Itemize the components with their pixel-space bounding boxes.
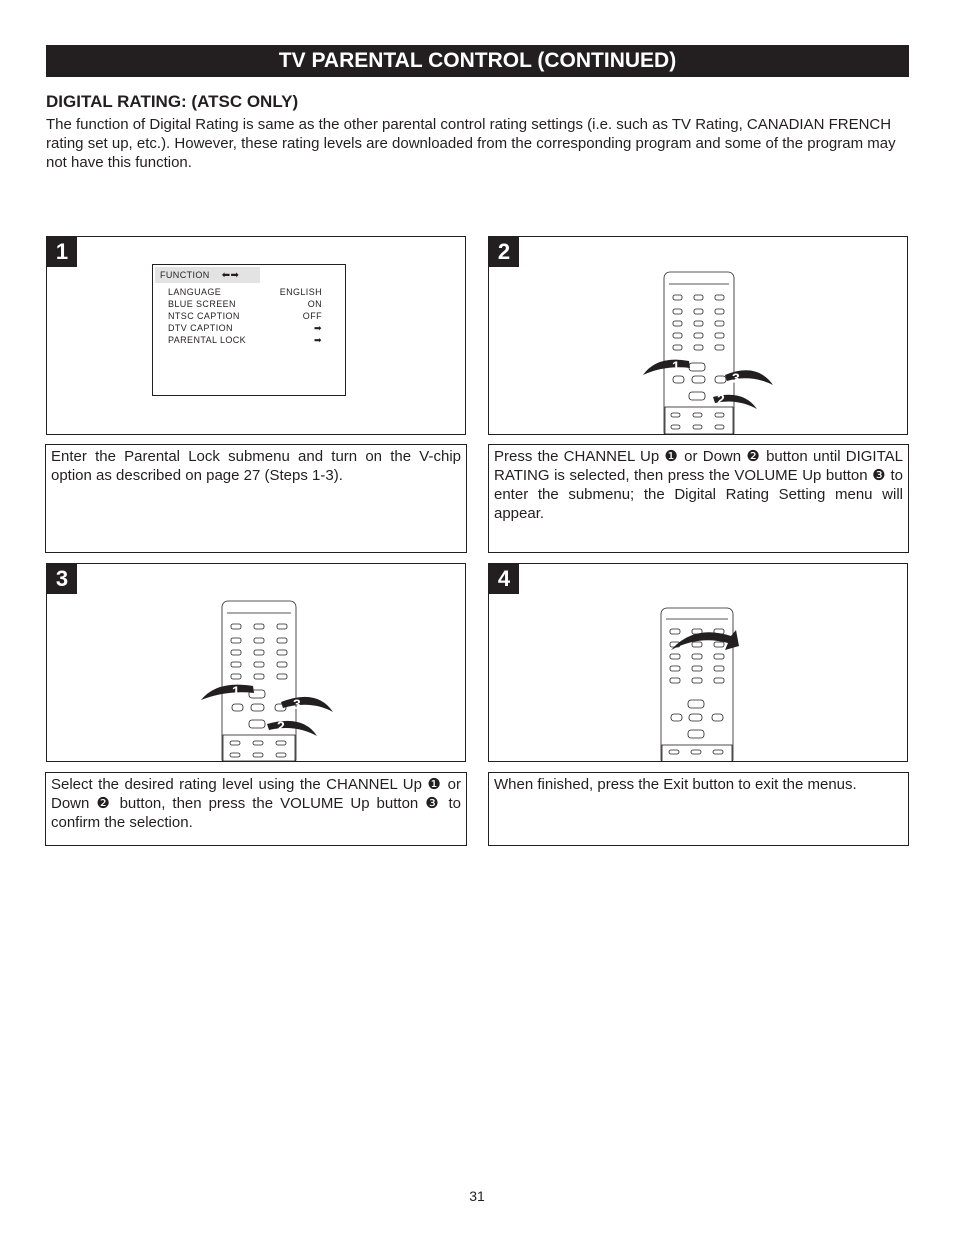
menu-row-value: OFF [302,311,322,321]
page-title: TV PARENTAL CONTROL (CONTINUED) [278,49,677,72]
step-1-illustration [46,236,466,435]
intro-paragraph: The function of Digital Rating is same as the other parental control rating settings (i.e. such as TV Rating, CANADIAN FRENCH rating set up, etc.). However, these rating levels are downloaded from the corresponding program and some of the program may not have this function. [46,116,896,171]
menu-row-value: ➡ [314,335,322,345]
step-2-caption: Press the CHANNEL Up ❶ or Down ❷ button until DIGITAL RATING is selected, then press the VOLUME Up button ❸ to enter the submenu; the Digital Rating Setting menu will appear. [488,444,909,553]
callout-1 [201,683,254,700]
step-3-number: 3 [47,564,77,594]
step-1-number: 1 [47,237,77,267]
menu-header-label: FUNCTION [160,270,210,280]
menu-row-label: PARENTAL LOCK [168,335,247,345]
step-1-caption: Enter the Parental Lock submenu and turn on the V-chip option as described on page 27 (Steps 1-3). [45,444,467,553]
menu-row-value: ENGLISH [279,287,322,297]
step-2-illustration [488,236,908,435]
remote-control-icon [664,272,734,434]
remote-control-diagram [489,564,907,761]
callout-3 [725,370,773,386]
remote-control-icon [661,608,733,761]
step-4-caption: When finished, press the Exit button to exit the menus. [488,772,909,846]
section-heading: DIGITAL RATING: (ATSC ONLY) [46,92,299,111]
page-title-bar [46,45,909,77]
step-3-illustration [46,563,466,762]
menu-row-label: DTV CAPTION [168,323,233,333]
callout-2 [267,718,317,736]
page-number: 31 [469,1188,485,1204]
callout-2-label: 2 [277,718,285,734]
menu-row-dtv-caption [168,323,322,334]
left-right-arrows-icon: ⬅➡ [221,269,240,281]
callout-2-label: 2 [717,391,725,407]
menu-row-label: NTSC CAPTION [168,311,240,321]
callout-3-label: 3 [293,696,301,712]
menu-row-label: LANGUAGE [168,287,222,297]
callout-1 [643,358,690,375]
callout-1-label: 1 [232,683,240,699]
menu-row-ntsc-caption [168,311,322,321]
remote-control-diagram [47,564,465,761]
menu-row-value: ➡ [314,323,322,333]
callout-2 [713,391,757,409]
callout-1-label: 1 [672,358,680,374]
step-4-illustration [488,563,908,762]
callout-3-label: 3 [732,370,740,386]
callout-3 [281,696,333,712]
menu-row-label: BLUE SCREEN [168,299,236,309]
function-menu-screen [152,264,346,396]
exit-button-arrow [671,630,739,650]
remote-control-diagram [489,237,907,434]
step-4-number: 4 [489,564,519,594]
menu-row-blue-screen [168,299,322,309]
step-3-caption: Select the desired rating level using the CHANNEL Up ❶ or Down ❷ button, then press the VOLUME Up button ❸ to confirm the selection. [45,772,467,846]
menu-row-value: ON [307,299,322,309]
remote-control-icon [222,601,296,761]
step-2-number: 2 [489,237,519,267]
menu-row-language [168,287,322,297]
menu-header [155,267,260,283]
menu-row-parental-lock [168,335,322,346]
